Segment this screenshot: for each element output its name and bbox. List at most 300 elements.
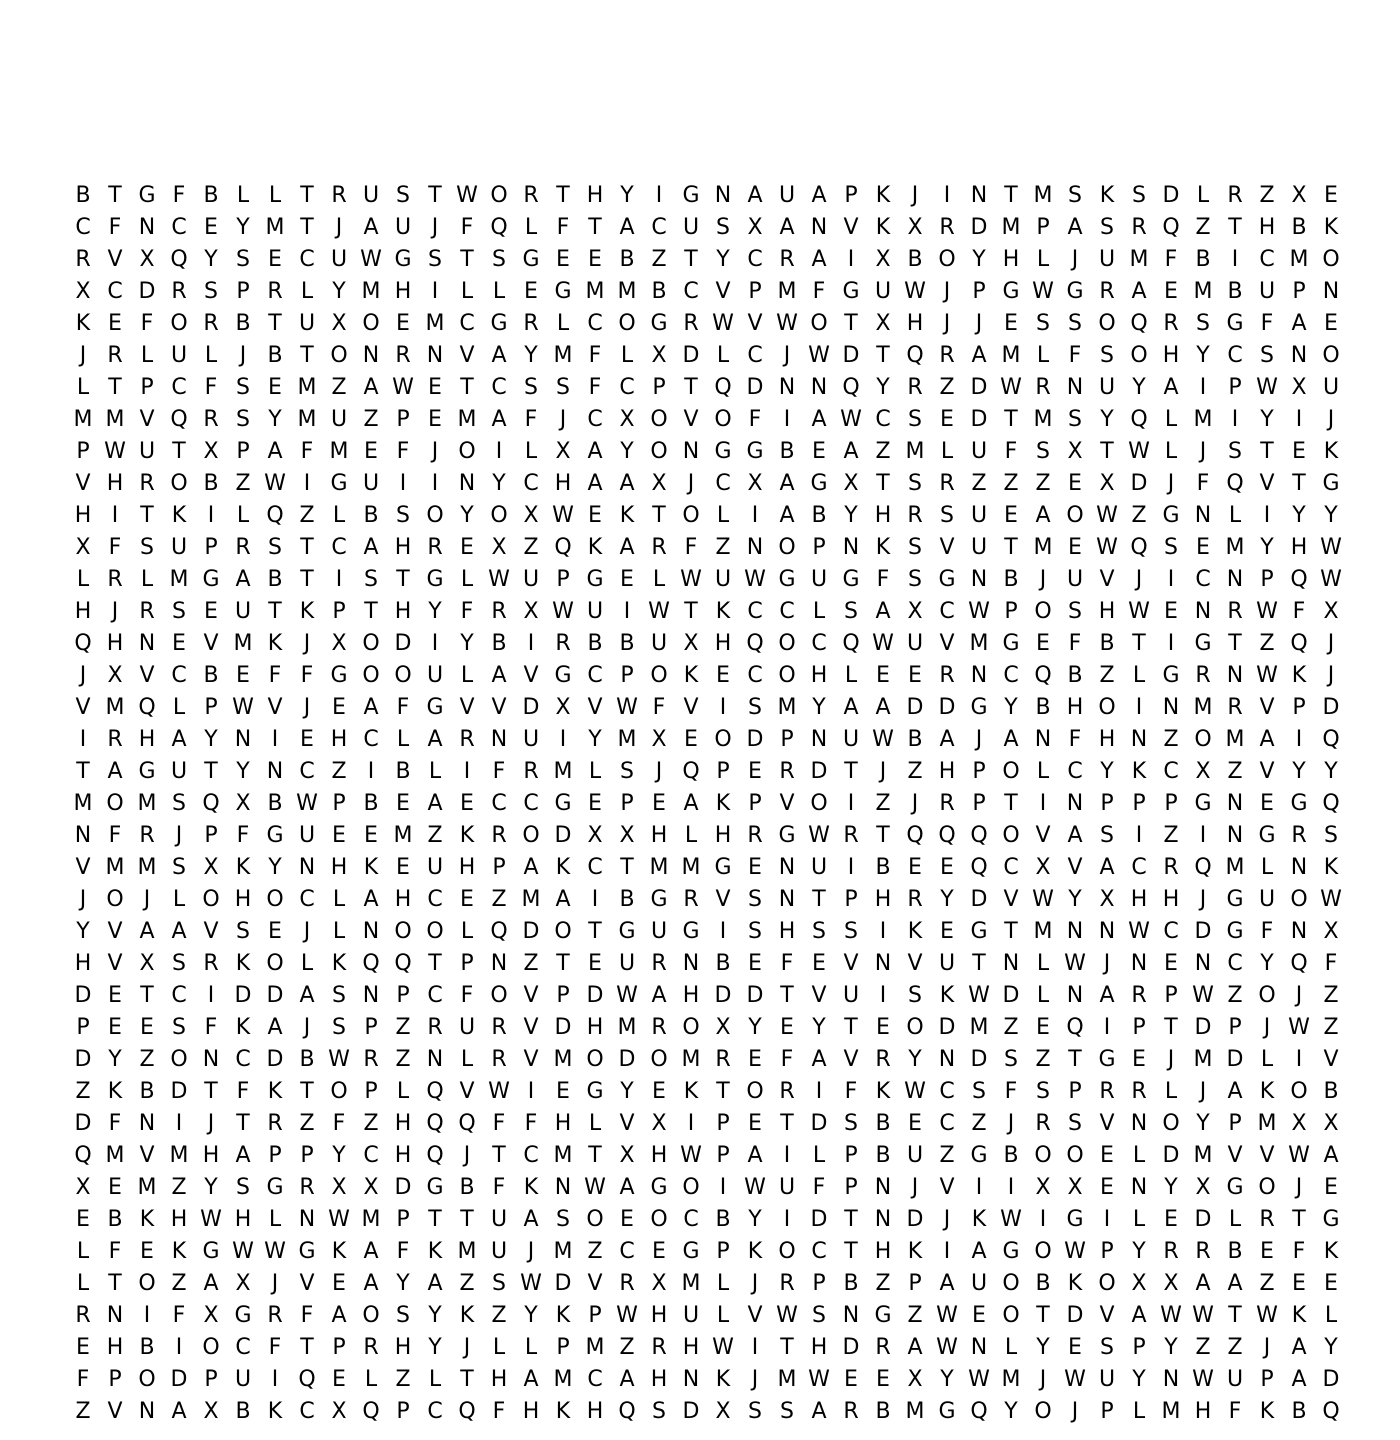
letter-cell[interactable]: D <box>714 983 732 1008</box>
letter-cell[interactable]: K <box>747 1239 763 1264</box>
letter-cell[interactable]: D <box>970 887 988 912</box>
letter-cell[interactable]: Z <box>395 1015 411 1040</box>
letter-cell[interactable]: W <box>584 1175 606 1200</box>
letter-cell[interactable]: O <box>106 791 124 816</box>
letter-cell[interactable]: N <box>1162 1367 1180 1392</box>
letter-cell[interactable]: T <box>1292 471 1306 496</box>
letter-cell[interactable]: W <box>232 1239 254 1264</box>
letter-cell[interactable]: K <box>907 919 923 944</box>
letter-cell[interactable]: E <box>236 663 250 688</box>
letter-cell[interactable]: G <box>1098 1047 1116 1072</box>
letter-cell[interactable]: W <box>1000 1207 1022 1232</box>
letter-cell[interactable]: Z <box>395 1367 411 1392</box>
letter-cell[interactable]: F <box>396 695 410 720</box>
letter-cell[interactable]: L <box>140 343 154 368</box>
letter-cell[interactable]: T <box>588 919 602 944</box>
letter-cell[interactable]: M <box>1289 247 1309 272</box>
letter-cell[interactable]: V <box>75 471 91 496</box>
letter-cell[interactable]: J <box>431 439 439 464</box>
letter-cell[interactable]: R <box>1131 1079 1147 1104</box>
letter-cell[interactable]: R <box>1195 663 1211 688</box>
letter-cell[interactable]: E <box>1324 1271 1338 1296</box>
letter-cell[interactable]: G <box>650 887 668 912</box>
letter-cell[interactable]: E <box>588 503 602 528</box>
letter-cell[interactable]: I <box>623 599 631 624</box>
letter-cell[interactable]: R <box>1227 599 1243 624</box>
letter-cell[interactable]: T <box>1004 407 1018 432</box>
letter-cell[interactable]: V <box>523 1047 539 1072</box>
letter-cell[interactable]: W <box>808 823 830 848</box>
letter-cell[interactable]: J <box>463 1143 471 1168</box>
letter-cell[interactable]: C <box>1195 567 1211 592</box>
letter-cell[interactable]: K <box>235 951 251 976</box>
letter-cell[interactable]: O <box>426 919 444 944</box>
letter-cell[interactable]: U <box>330 247 348 272</box>
letter-cell[interactable]: I <box>271 1367 279 1392</box>
letter-cell[interactable]: Q <box>1130 535 1148 560</box>
letter-cell[interactable]: V <box>715 279 731 304</box>
letter-cell[interactable]: U <box>842 727 860 752</box>
letter-cell[interactable]: F <box>1228 1399 1242 1424</box>
letter-cell[interactable]: P <box>236 279 250 304</box>
letter-cell[interactable]: T <box>844 1239 858 1264</box>
letter-cell[interactable]: G <box>778 823 796 848</box>
letter-cell[interactable]: O <box>1034 1143 1052 1168</box>
letter-cell[interactable]: C <box>939 1079 955 1104</box>
letter-cell[interactable]: I <box>527 1079 535 1104</box>
letter-cell[interactable]: W <box>872 727 894 752</box>
letter-cell[interactable]: O <box>1066 503 1084 528</box>
letter-cell[interactable]: L <box>428 759 442 784</box>
letter-cell[interactable]: O <box>810 791 828 816</box>
letter-cell[interactable]: T <box>780 1111 794 1136</box>
letter-cell[interactable]: Q <box>1322 1399 1340 1424</box>
letter-cell[interactable]: Q <box>1290 567 1308 592</box>
letter-cell[interactable]: G <box>1258 823 1276 848</box>
letter-cell[interactable]: I <box>1199 823 1207 848</box>
letter-cell[interactable]: H <box>586 183 604 208</box>
letter-cell[interactable]: X <box>1195 759 1211 784</box>
letter-cell[interactable]: A <box>1163 375 1179 400</box>
letter-cell[interactable]: Y <box>236 759 250 784</box>
letter-cell[interactable]: O <box>554 919 572 944</box>
letter-cell[interactable]: D <box>1066 1303 1084 1328</box>
letter-cell[interactable]: J <box>79 887 87 912</box>
letter-cell[interactable]: U <box>682 1303 700 1328</box>
letter-cell[interactable]: J <box>1039 1367 1047 1392</box>
letter-cell[interactable]: T <box>1260 439 1274 464</box>
letter-cell[interactable]: V <box>939 1175 955 1200</box>
letter-cell[interactable]: Y <box>1132 1367 1146 1392</box>
letter-cell[interactable]: G <box>202 1239 220 1264</box>
letter-cell[interactable]: U <box>906 1143 924 1168</box>
letter-cell[interactable]: K <box>331 951 347 976</box>
letter-cell[interactable]: N <box>554 1175 572 1200</box>
letter-cell[interactable]: Q <box>298 1367 316 1392</box>
letter-cell[interactable]: T <box>1292 1207 1306 1232</box>
letter-cell[interactable]: U <box>618 951 636 976</box>
letter-cell[interactable]: G <box>138 183 156 208</box>
letter-cell[interactable]: S <box>812 919 826 944</box>
letter-cell[interactable]: C <box>235 1047 251 1072</box>
letter-cell[interactable]: C <box>523 1143 539 1168</box>
letter-cell[interactable]: U <box>970 503 988 528</box>
letter-cell[interactable]: B <box>587 631 603 656</box>
letter-cell[interactable]: V <box>907 951 923 976</box>
letter-cell[interactable]: J <box>975 727 983 752</box>
letter-cell[interactable]: U <box>778 183 796 208</box>
letter-cell[interactable]: B <box>1003 567 1019 592</box>
letter-cell[interactable]: V <box>1323 1047 1339 1072</box>
letter-cell[interactable]: A <box>363 215 379 240</box>
letter-cell[interactable]: B <box>1035 695 1051 720</box>
letter-cell[interactable]: E <box>940 855 954 880</box>
letter-cell[interactable]: B <box>299 1047 315 1072</box>
letter-cell[interactable]: L <box>588 1111 602 1136</box>
letter-cell[interactable]: L <box>204 343 218 368</box>
letter-cell[interactable]: Y <box>620 1079 634 1104</box>
letter-cell[interactable]: M <box>137 791 157 816</box>
letter-cell[interactable]: V <box>203 631 219 656</box>
letter-cell[interactable]: D <box>1322 1367 1340 1392</box>
letter-cell[interactable]: S <box>236 247 250 272</box>
letter-cell[interactable]: T <box>1004 535 1018 560</box>
letter-cell[interactable]: R <box>459 727 475 752</box>
letter-cell[interactable]: J <box>751 1367 759 1392</box>
letter-cell[interactable]: H <box>74 503 92 528</box>
letter-cell[interactable]: X <box>747 471 763 496</box>
letter-cell[interactable]: W <box>552 503 574 528</box>
letter-cell[interactable]: R <box>1259 1207 1275 1232</box>
letter-cell[interactable]: G <box>1066 279 1084 304</box>
letter-cell[interactable]: Z <box>395 1047 411 1072</box>
letter-cell[interactable]: F <box>1068 631 1082 656</box>
letter-cell[interactable]: H <box>202 1143 220 1168</box>
letter-cell[interactable]: L <box>588 759 602 784</box>
letter-cell[interactable]: P <box>364 1015 378 1040</box>
letter-cell[interactable]: C <box>779 599 795 624</box>
letter-cell[interactable]: L <box>76 567 90 592</box>
letter-cell[interactable]: M <box>1001 343 1021 368</box>
letter-cell[interactable]: N <box>682 439 700 464</box>
letter-cell[interactable]: B <box>843 1271 859 1296</box>
letter-cell[interactable]: R <box>939 343 955 368</box>
letter-cell[interactable]: E <box>588 951 602 976</box>
letter-cell[interactable]: B <box>107 1207 123 1232</box>
letter-cell[interactable]: D <box>266 983 284 1008</box>
letter-cell[interactable]: R <box>363 1335 379 1360</box>
letter-cell[interactable]: L <box>1260 1047 1274 1072</box>
letter-cell[interactable]: X <box>651 1271 667 1296</box>
letter-cell[interactable]: V <box>1099 1303 1115 1328</box>
letter-cell[interactable]: W <box>968 983 990 1008</box>
letter-cell[interactable]: E <box>332 1367 346 1392</box>
letter-cell[interactable]: V <box>779 791 795 816</box>
letter-cell[interactable]: X <box>75 279 91 304</box>
letter-cell[interactable]: T <box>652 503 666 528</box>
letter-cell[interactable]: E <box>1324 1175 1338 1200</box>
letter-cell[interactable]: E <box>204 599 218 624</box>
letter-cell[interactable]: D <box>586 983 604 1008</box>
letter-cell[interactable]: O <box>1002 823 1020 848</box>
letter-cell[interactable]: B <box>363 503 379 528</box>
letter-cell[interactable]: P <box>1228 1111 1242 1136</box>
letter-cell[interactable]: Y <box>1036 1335 1050 1360</box>
letter-cell[interactable]: O <box>1098 695 1116 720</box>
letter-cell[interactable]: P <box>1068 1079 1082 1104</box>
letter-cell[interactable]: P <box>140 375 154 400</box>
letter-cell[interactable]: N <box>1130 1111 1148 1136</box>
letter-cell[interactable]: G <box>682 183 700 208</box>
letter-cell[interactable]: Q <box>458 1399 476 1424</box>
letter-cell[interactable]: X <box>1099 471 1115 496</box>
letter-cell[interactable]: M <box>649 855 669 880</box>
letter-cell[interactable]: O <box>1194 727 1212 752</box>
letter-cell[interactable]: N <box>746 535 764 560</box>
letter-cell[interactable]: D <box>394 631 412 656</box>
letter-cell[interactable]: Q <box>746 631 764 656</box>
letter-cell[interactable]: S <box>172 855 186 880</box>
letter-cell[interactable]: Y <box>812 1015 826 1040</box>
letter-cell[interactable]: L <box>1132 1207 1146 1232</box>
letter-cell[interactable]: Z <box>651 247 667 272</box>
letter-cell[interactable]: F <box>1068 727 1082 752</box>
letter-cell[interactable]: U <box>1098 1367 1116 1392</box>
letter-cell[interactable]: U <box>234 599 252 624</box>
letter-cell[interactable]: H <box>1258 215 1276 240</box>
letter-cell[interactable]: D <box>554 823 572 848</box>
letter-cell[interactable]: H <box>778 919 796 944</box>
letter-cell[interactable]: D <box>1002 983 1020 1008</box>
letter-cell[interactable]: P <box>620 791 634 816</box>
letter-cell[interactable]: E <box>588 247 602 272</box>
letter-cell[interactable]: V <box>843 951 859 976</box>
letter-cell[interactable]: X <box>1035 855 1051 880</box>
letter-cell[interactable]: I <box>751 503 759 528</box>
letter-cell[interactable]: X <box>587 823 603 848</box>
letter-cell[interactable]: F <box>76 1367 90 1392</box>
letter-cell[interactable]: T <box>140 503 154 528</box>
letter-cell[interactable]: B <box>1067 663 1083 688</box>
letter-cell[interactable]: B <box>203 183 219 208</box>
letter-cell[interactable]: K <box>171 1239 187 1264</box>
letter-cell[interactable]: W <box>808 343 830 368</box>
letter-cell[interactable]: T <box>76 759 90 784</box>
letter-cell[interactable]: C <box>363 1143 379 1168</box>
letter-cell[interactable]: R <box>203 407 219 432</box>
letter-cell[interactable]: N <box>874 1207 892 1232</box>
letter-cell[interactable]: S <box>748 887 762 912</box>
letter-cell[interactable]: E <box>1164 599 1178 624</box>
letter-cell[interactable]: M <box>777 1367 797 1392</box>
letter-cell[interactable]: A <box>1099 855 1115 880</box>
letter-cell[interactable]: S <box>1100 1335 1114 1360</box>
letter-cell[interactable]: S <box>556 1207 570 1232</box>
letter-cell[interactable]: F <box>268 663 282 688</box>
letter-cell[interactable]: G <box>650 311 668 336</box>
letter-cell[interactable]: O <box>202 1335 220 1360</box>
letter-cell[interactable]: P <box>556 567 570 592</box>
letter-cell[interactable]: W <box>744 567 766 592</box>
letter-cell[interactable]: H <box>330 727 348 752</box>
letter-cell[interactable]: U <box>1258 887 1276 912</box>
letter-cell[interactable]: P <box>332 1335 346 1360</box>
letter-cell[interactable]: Y <box>1324 759 1338 784</box>
letter-cell[interactable]: O <box>170 471 188 496</box>
letter-cell[interactable]: E <box>1132 1047 1146 1072</box>
letter-cell[interactable]: B <box>1035 1271 1051 1296</box>
letter-cell[interactable]: U <box>522 567 540 592</box>
letter-cell[interactable]: L <box>460 567 474 592</box>
letter-cell[interactable]: I <box>1263 503 1271 528</box>
letter-cell[interactable]: H <box>522 1399 540 1424</box>
letter-cell[interactable]: X <box>747 215 763 240</box>
letter-cell[interactable]: V <box>267 695 283 720</box>
letter-cell[interactable]: H <box>106 631 124 656</box>
letter-cell[interactable]: O <box>650 663 668 688</box>
letter-cell[interactable]: Y <box>1004 695 1018 720</box>
letter-cell[interactable]: Z <box>299 503 315 528</box>
letter-cell[interactable]: S <box>844 599 858 624</box>
letter-cell[interactable]: V <box>1035 823 1051 848</box>
letter-cell[interactable]: D <box>1162 1143 1180 1168</box>
letter-cell[interactable]: A <box>875 695 891 720</box>
letter-cell[interactable]: V <box>1259 695 1275 720</box>
letter-cell[interactable]: O <box>714 727 732 752</box>
letter-cell[interactable]: M <box>1257 1111 1277 1136</box>
letter-cell[interactable]: A <box>779 471 795 496</box>
letter-cell[interactable]: B <box>1323 1079 1339 1104</box>
letter-cell[interactable]: F <box>1260 311 1274 336</box>
letter-cell[interactable]: N <box>1226 567 1244 592</box>
letter-cell[interactable]: Q <box>1066 1015 1084 1040</box>
letter-cell[interactable]: E <box>940 407 954 432</box>
letter-cell[interactable]: F <box>108 1111 122 1136</box>
letter-cell[interactable]: Y <box>1100 759 1114 784</box>
letter-cell[interactable]: I <box>847 791 855 816</box>
letter-cell[interactable]: L <box>1164 1079 1178 1104</box>
letter-cell[interactable]: W <box>1064 1367 1086 1392</box>
letter-cell[interactable]: A <box>555 887 571 912</box>
letter-cell[interactable]: K <box>587 535 603 560</box>
letter-cell[interactable]: I <box>495 439 503 464</box>
letter-cell[interactable]: Q <box>362 951 380 976</box>
letter-cell[interactable]: H <box>554 1111 572 1136</box>
letter-cell[interactable]: Z <box>715 535 731 560</box>
letter-cell[interactable]: M <box>297 407 317 432</box>
letter-cell[interactable]: K <box>875 183 891 208</box>
letter-cell[interactable]: I <box>783 1143 791 1168</box>
letter-cell[interactable]: S <box>908 567 922 592</box>
letter-cell[interactable]: G <box>746 439 764 464</box>
letter-cell[interactable]: D <box>74 1047 92 1072</box>
letter-cell[interactable]: X <box>907 1367 923 1392</box>
letter-cell[interactable]: Z <box>587 1239 603 1264</box>
letter-cell[interactable]: K <box>331 1239 347 1264</box>
letter-cell[interactable]: C <box>299 887 315 912</box>
letter-cell[interactable]: T <box>428 1207 442 1232</box>
letter-cell[interactable]: B <box>395 759 411 784</box>
letter-cell[interactable]: E <box>748 1047 762 1072</box>
letter-cell[interactable]: P <box>812 1271 826 1296</box>
letter-cell[interactable]: H <box>394 279 412 304</box>
letter-cell[interactable]: M <box>585 279 605 304</box>
letter-cell[interactable]: B <box>203 471 219 496</box>
letter-cell[interactable]: N <box>490 727 508 752</box>
letter-cell[interactable]: N <box>970 1335 988 1360</box>
letter-cell[interactable]: G <box>586 1079 604 1104</box>
letter-cell[interactable]: O <box>266 951 284 976</box>
letter-cell[interactable]: C <box>171 375 187 400</box>
letter-cell[interactable]: B <box>75 183 91 208</box>
letter-cell[interactable]: C <box>1131 855 1147 880</box>
letter-cell[interactable]: S <box>1068 311 1082 336</box>
letter-cell[interactable]: E <box>588 791 602 816</box>
letter-cell[interactable]: W <box>1320 887 1342 912</box>
letter-cell[interactable]: L <box>140 567 154 592</box>
letter-cell[interactable]: K <box>523 1175 539 1200</box>
letter-cell[interactable]: E <box>1068 1335 1082 1360</box>
letter-cell[interactable]: W <box>968 599 990 624</box>
letter-cell[interactable]: A <box>843 695 859 720</box>
letter-cell[interactable]: R <box>139 599 155 624</box>
letter-cell[interactable]: P <box>332 791 346 816</box>
letter-cell[interactable]: M <box>1225 727 1245 752</box>
letter-cell[interactable]: B <box>139 1335 155 1360</box>
letter-cell[interactable]: J <box>175 823 183 848</box>
letter-cell[interactable]: N <box>138 215 156 240</box>
letter-cell[interactable]: Y <box>1324 1335 1338 1360</box>
letter-cell[interactable]: I <box>1231 407 1239 432</box>
letter-cell[interactable]: P <box>748 791 762 816</box>
letter-cell[interactable]: W <box>1128 439 1150 464</box>
letter-cell[interactable]: V <box>139 1143 155 1168</box>
letter-cell[interactable]: G <box>714 855 732 880</box>
letter-cell[interactable]: R <box>1131 215 1147 240</box>
letter-cell[interactable]: A <box>363 1239 379 1264</box>
letter-cell[interactable]: A <box>427 791 443 816</box>
letter-cell[interactable]: E <box>908 1111 922 1136</box>
letter-cell[interactable]: J <box>1039 567 1047 592</box>
letter-cell[interactable]: L <box>396 1079 410 1104</box>
letter-cell[interactable]: S <box>268 535 282 560</box>
letter-cell[interactable]: Q <box>74 631 92 656</box>
letter-cell[interactable]: L <box>172 695 186 720</box>
letter-cell[interactable]: E <box>812 951 826 976</box>
letter-cell[interactable]: R <box>683 311 699 336</box>
letter-cell[interactable]: X <box>1291 1111 1307 1136</box>
letter-cell[interactable]: H <box>1162 887 1180 912</box>
letter-cell[interactable]: R <box>363 1047 379 1072</box>
letter-cell[interactable]: F <box>108 535 122 560</box>
letter-cell[interactable]: U <box>298 823 316 848</box>
letter-cell[interactable]: O <box>1258 1175 1276 1200</box>
letter-cell[interactable]: O <box>394 663 412 688</box>
letter-cell[interactable]: R <box>1099 1079 1115 1104</box>
letter-cell[interactable]: I <box>463 759 471 784</box>
letter-cell[interactable]: D <box>74 983 92 1008</box>
letter-cell[interactable]: X <box>491 535 507 560</box>
letter-cell[interactable]: S <box>524 375 538 400</box>
letter-cell[interactable]: E <box>620 1207 634 1232</box>
letter-cell[interactable]: E <box>1036 1015 1050 1040</box>
letter-cell[interactable]: C <box>747 663 763 688</box>
letter-cell[interactable]: L <box>76 1239 90 1264</box>
letter-cell[interactable]: T <box>556 951 570 976</box>
letter-cell[interactable]: V <box>107 247 123 272</box>
letter-cell[interactable]: Q <box>970 1399 988 1424</box>
letter-cell[interactable]: Z <box>875 791 891 816</box>
